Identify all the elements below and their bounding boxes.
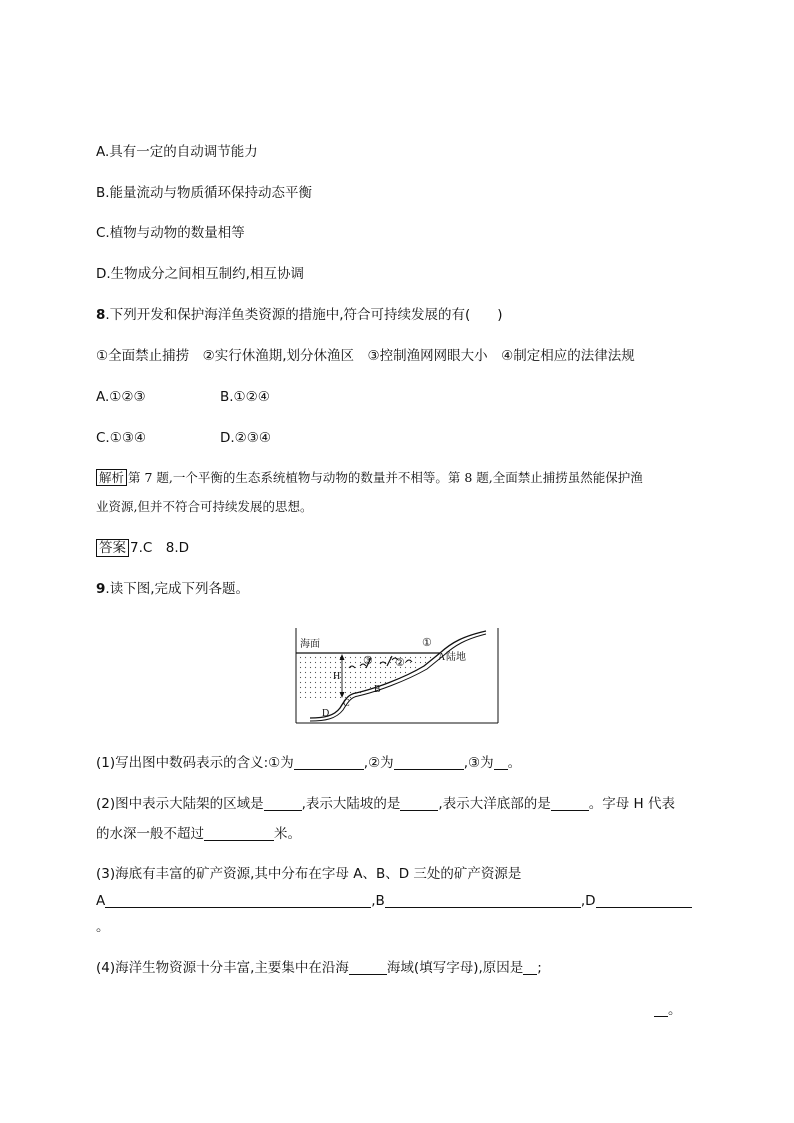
q8-measures: ①全面禁止捕捞 ②实行休渔期,划分休渔区 ③控制渔网网眼大小 ④制定相应的法律法规 bbox=[96, 348, 635, 364]
q9-p2-text-b: ,表示大陆坡的是 bbox=[301, 796, 401, 812]
q9-p2-text-d: 。字母 H 代表 bbox=[588, 796, 675, 812]
q9-p4-text-d: 。 bbox=[668, 1002, 682, 1018]
q9-stem-text: .读下图,完成下列各题。 bbox=[105, 581, 249, 597]
q9-stem bbox=[96, 580, 249, 598]
q9-part3-line2 bbox=[96, 892, 692, 910]
q9-p2-blank-2[interactable] bbox=[400, 796, 438, 811]
letter-a-label: A bbox=[438, 652, 446, 663]
q8-option-a: A.①②③ bbox=[96, 389, 146, 405]
q9-p1-blank-2[interactable] bbox=[394, 755, 464, 770]
circled-1-label: ① bbox=[422, 637, 432, 649]
q9-part4-line2 bbox=[654, 1001, 682, 1019]
q9-p2-text-f: 米。 bbox=[274, 826, 301, 842]
circled-3-label: ③ bbox=[363, 655, 373, 667]
q9-p4-text-c: ; bbox=[537, 960, 542, 976]
q9-p1-text-a: (1)写出图中数码表示的含义:①为 bbox=[96, 755, 294, 771]
q9-p3-text-a: A bbox=[96, 893, 106, 909]
answer-text: 7.C 8.D bbox=[130, 540, 190, 556]
sea-surface-label: 海面 bbox=[300, 639, 320, 650]
q9-p2-blank-4[interactable] bbox=[204, 826, 274, 841]
q9-p4-text-a: (4)海洋生物资源十分丰富,主要集中在沿海 bbox=[96, 960, 349, 976]
q9-p3-text-b: ,B bbox=[371, 893, 385, 909]
q9-p4-text-b: 海域(填写字母),原因是 bbox=[386, 960, 524, 976]
q9-part3-line1: (3)海底有丰富的矿产资源,其中分布在字母 A、B、D 三处的矿产资源是 bbox=[96, 866, 522, 882]
q7-option-d: D.生物成分之间相互制约,相互协调 bbox=[96, 266, 304, 282]
q9-p2-text-c: ,表示大洋底部的是 bbox=[438, 796, 551, 812]
q9-p4-blank-2[interactable] bbox=[523, 960, 537, 975]
analysis-text-1: 第 7 题,一个平衡的生态系统植物与动物的数量并不相等。第 8 题,全面禁止捕捞虽然能保护渔 bbox=[128, 470, 643, 485]
analysis-line-1 bbox=[96, 469, 643, 487]
q7-option-c: C.植物与动物的数量相等 bbox=[96, 225, 245, 241]
analysis-label: 解析 bbox=[96, 469, 127, 486]
q8-stem bbox=[96, 306, 503, 324]
q9-p2-blank-3[interactable] bbox=[551, 796, 589, 811]
q9-part4-line1 bbox=[96, 959, 542, 977]
analysis-line-2: 业资源,但并不符合可持续发展的思想。 bbox=[96, 499, 313, 514]
q9-p1-blank-3[interactable] bbox=[494, 755, 508, 770]
q8-stem-text: .下列开发和保护海洋鱼类资源的措施中,符合可持续发展的有( ) bbox=[105, 307, 503, 323]
q7-option-a: A.具有一定的自动调节能力 bbox=[96, 144, 258, 160]
q9-p3-blank-b[interactable] bbox=[385, 893, 581, 908]
letter-h-label: H bbox=[333, 671, 341, 682]
q8-option-d: D.②③④ bbox=[220, 430, 271, 446]
q9-part2-line1 bbox=[96, 795, 675, 813]
q9-p2-blank-1[interactable] bbox=[264, 796, 302, 811]
q9-part2-line2 bbox=[96, 825, 301, 843]
q9-p3-blank-d[interactable] bbox=[596, 893, 692, 908]
circled-2-label: ② bbox=[395, 657, 405, 669]
letter-d-label: D bbox=[322, 708, 330, 719]
q9-part3-line3: 。 bbox=[96, 919, 110, 935]
q9-p1-text-c: ,③为 bbox=[463, 755, 494, 771]
q9-p1-text-d: 。 bbox=[507, 755, 522, 771]
q9-p4-blank-3[interactable] bbox=[654, 1002, 668, 1017]
answer-label: 答案 bbox=[96, 539, 129, 557]
letter-c-label: C bbox=[343, 698, 350, 709]
answer-line bbox=[96, 539, 189, 557]
q9-number: 9 bbox=[96, 581, 106, 597]
letter-b-label: B bbox=[374, 684, 381, 695]
q9-p2-text-e: 的水深一般不超过 bbox=[96, 826, 204, 842]
land-label: 陆地 bbox=[446, 652, 466, 663]
q9-part1 bbox=[96, 754, 521, 772]
q9-p3-blank-a[interactable] bbox=[105, 893, 371, 908]
q8-option-b: B.①②④ bbox=[220, 389, 270, 405]
q9-p2-text-a: (2)图中表示大陆架的区域是 bbox=[96, 796, 264, 812]
q9-p1-blank-1[interactable] bbox=[294, 755, 364, 770]
q9-p3-text-d: ,D bbox=[580, 893, 596, 909]
q8-number: 8 bbox=[96, 307, 106, 323]
ocean-floor-diagram bbox=[294, 626, 502, 726]
q7-option-b: B.能量流动与物质循环保持动态平衡 bbox=[96, 185, 313, 201]
q9-p4-blank-1[interactable] bbox=[349, 960, 387, 975]
q9-p1-text-b: ,②为 bbox=[363, 755, 394, 771]
q8-option-c: C.①③④ bbox=[96, 430, 147, 446]
